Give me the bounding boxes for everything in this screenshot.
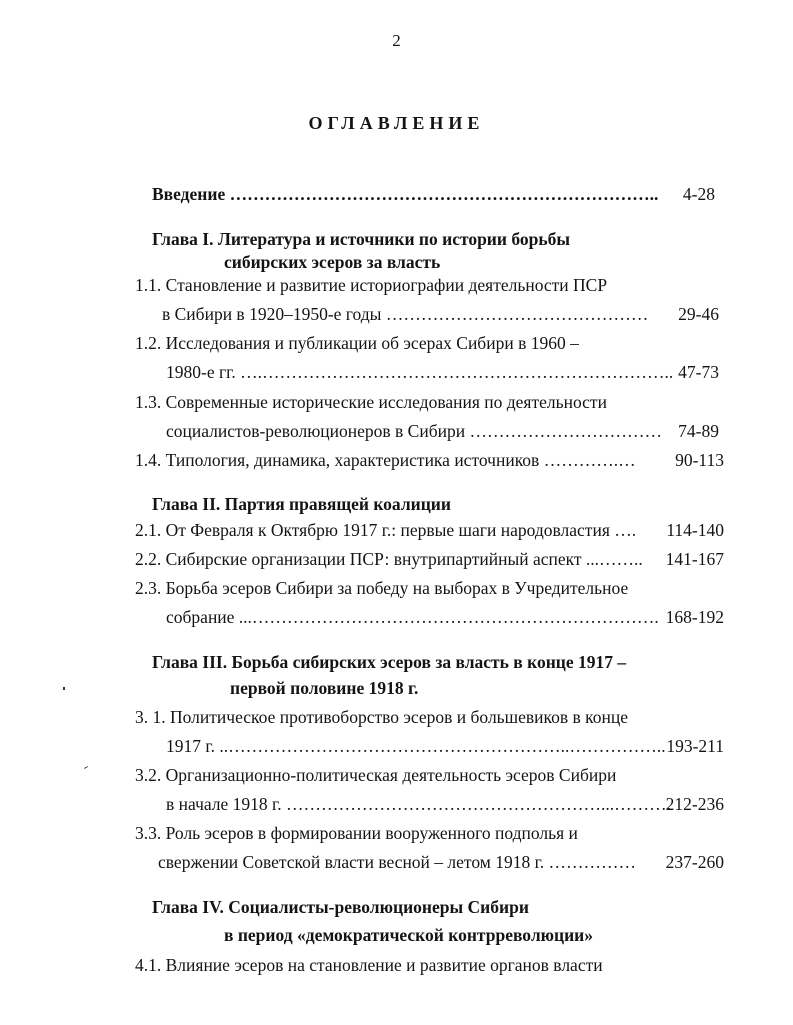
toc-3-1-line1: 3. 1. Политическое противоборство эсеров и большевиков в конце — [135, 707, 629, 727]
toc-1-4-line1: 1.4. Типология, динамика, характеристика источников ………….… — [135, 450, 636, 470]
toc-2-3-line1: 2.3. Борьба эсеров Сибири за победу на выборах в Учредительное — [135, 578, 629, 598]
toc-3-1-pages: 193-211 — [666, 736, 724, 756]
toc-2-2-pages: 141-167 — [665, 549, 724, 569]
chapter-3-heading: Глава III. Борьба сибирских эсеров за власть в конце 1917 – — [152, 652, 627, 672]
chapter-1-heading: Глава I. Литература и источники по истории борьбы — [152, 229, 571, 249]
toc-2-1-line1: 2.1. От Февраля к Октябрю 1917 г.: первые шаги народовластия …. — [135, 520, 637, 540]
chapter-4-heading-cont: в период «демократической контрреволюции» — [224, 925, 594, 945]
scan-speck — [84, 766, 88, 769]
toc-3-1-line2: 1917 г. ..…………………………………………………..…………….. — [166, 736, 666, 756]
toc-4-1-line1: 4.1. Влияние эсеров на становление и развитие органов власти — [135, 955, 603, 975]
toc-3-2-pages: 212-236 — [665, 794, 724, 814]
toc-1-3-line2: социалистов-революционеров в Сибири …………………………… — [166, 421, 662, 441]
chapter-1-heading-cont: сибирских эсеров за власть — [224, 252, 441, 272]
toc-1-1-line2: в Сибири в 1920–1950-е годы ……………………………………… — [162, 304, 649, 324]
toc-1-3-line1: 1.3. Современные исторические исследования по деятельности — [135, 392, 607, 412]
toc-1-3-pages: 74-89 — [678, 421, 719, 441]
toc-3-3-pages: 237-260 — [665, 852, 724, 872]
toc-2-3-line2: собрание ...……………………………………………………………. — [166, 607, 659, 627]
toc-3-3-line1: 3.3. Роль эсеров в формировании вооруженного подполья и — [135, 823, 578, 843]
toc-1-1-line1: 1.1. Становление и развитие историографии деятельности ПСР — [135, 275, 608, 295]
toc-intro-pages: 4-28 — [682, 184, 715, 204]
chapter-2-heading: Глава II. Партия правящей коалиции — [152, 494, 451, 514]
chapter-3-heading-cont: первой половине 1918 г. — [230, 678, 419, 698]
chapter-4-heading: Глава IV. Социалисты-революционеры Сибири — [152, 897, 529, 917]
toc-2-1-pages: 114-140 — [666, 520, 724, 540]
page-number: 2 — [392, 31, 401, 50]
page-title: ОГЛАВЛЕНИЕ — [308, 113, 485, 133]
toc-1-1-pages: 29-46 — [678, 304, 719, 324]
toc-1-2-pages: 47-73 — [678, 362, 719, 382]
toc-3-2-line1: 3.2. Организационно-политическая деятельность эсеров Сибири — [135, 765, 617, 785]
toc-2-3-pages: 168-192 — [665, 607, 724, 627]
toc-3-2-line2: в начале 1918 г. ………………………………………………...………. — [166, 794, 671, 814]
toc-1-2-line2: 1980-е гг. ….…………………………………………………………….. — [166, 362, 674, 382]
toc-3-3-line2: свержении Советской власти весной – летом 1918 г. …………… — [158, 852, 637, 872]
toc-2-2-line1: 2.2. Сибирские организации ПСР: внутрипартийный аспект ...…….. — [135, 549, 643, 569]
scan-speck — [63, 687, 65, 690]
toc-intro-label: Введение ……………………………………………………………….. — [152, 184, 659, 204]
toc-1-4-pages: 90-113 — [675, 450, 724, 470]
toc-1-2-line1: 1.2. Исследования и публикации об эсерах Сибири в 1960 – — [135, 333, 579, 353]
